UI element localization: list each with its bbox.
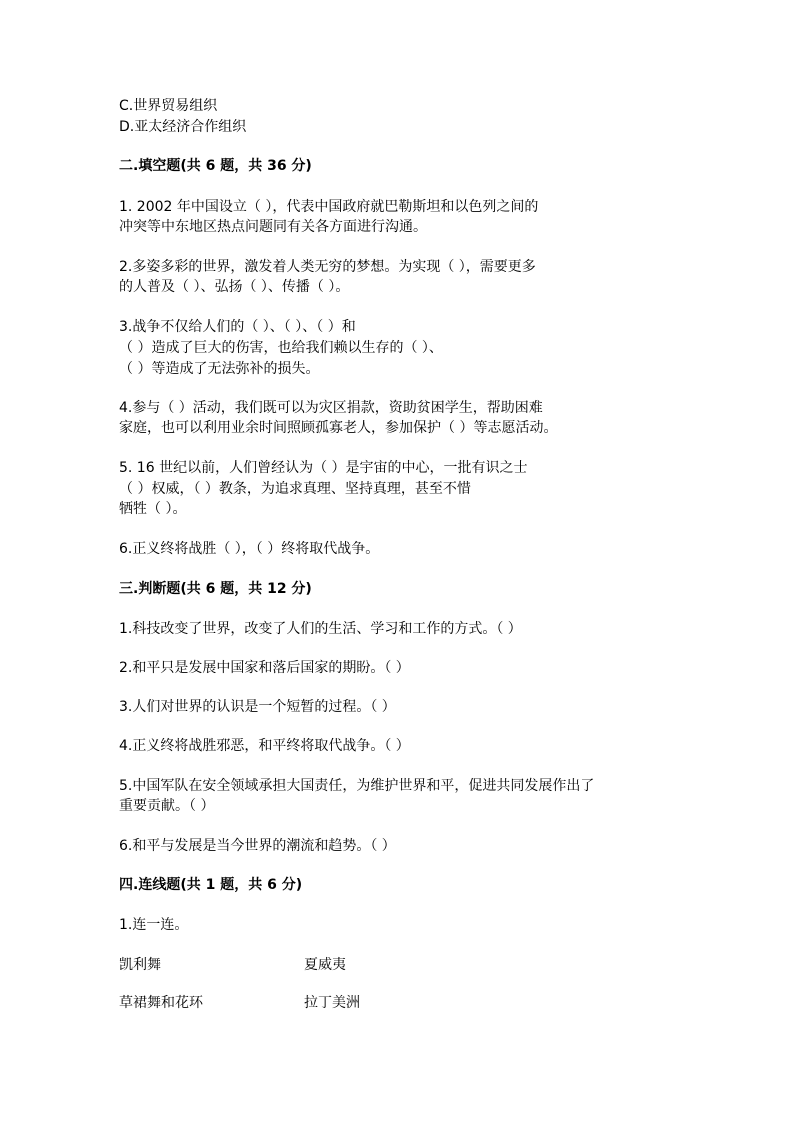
match-q1: 1.连一连。 — [119, 917, 189, 933]
judge-q6: 6.和平与发展是当今世界的潮流和趋势。（ ） — [119, 838, 396, 854]
fill-q3-line1: 3.战争不仅给人们的（ ）、（ ）、（ ）和 — [119, 319, 356, 335]
judge-q3: 3.人们对世界的认识是一个短暂的过程。（ ） — [119, 699, 396, 715]
fill-q3-line3: （ ）等造成了无法弥补的损失。 — [119, 361, 320, 377]
match-right-item: 夏威夷 — [304, 957, 346, 973]
match-right-item: 拉丁美洲 — [304, 995, 360, 1011]
match-section-title: 四.连线题(共 1 题，共 6 分) — [119, 877, 303, 893]
match-left-item: 凯利舞 — [119, 957, 161, 973]
fill-q5-line3: 牺牲（ ）。 — [119, 501, 187, 517]
fill-q5-line2: （ ）权威，（ ）教条，为追求真理、坚持真理，甚至不惜 — [119, 481, 471, 497]
judge-section-title: 三.判断题(共 6 题，共 12 分) — [119, 581, 312, 597]
judge-q5-line1: 5.中国军队在安全领域承担大国责任，为维护世界和平，促进共同发展作出了 — [119, 778, 595, 794]
fill-q4-line1: 4.参与（ ）活动，我们既可以为灾区捐款，资助贫困学生，帮助困难 — [119, 400, 543, 416]
judge-q1: 1.科技改变了世界，改变了人们的生活、学习和工作的方式。（ ） — [119, 621, 522, 637]
fill-q1-line1: 1. 2002 年中国设立（ ），代表中国政府就巴勒斯坦和以色列之间的 — [119, 199, 539, 215]
fill-q1-line2: 冲突等中东地区热点问题同有关各方面进行沟通。 — [119, 219, 427, 235]
fill-q5-line1: 5. 16 世纪以前，人们曾经认为（ ）是宇宙的中心，一批有识之士 — [119, 460, 528, 476]
match-left-item: 草裙舞和花环 — [119, 995, 203, 1011]
fill-q4-line2: 家庭，也可以利用业余时间照顾孤寡老人，参加保护（ ）等志愿活动。 — [119, 420, 558, 436]
option-c: C.世界贸易组织 — [119, 98, 218, 114]
judge-q5-line2: 重要贡献。（ ） — [119, 798, 215, 814]
judge-q4: 4.正义终将战胜邪恶，和平终将取代战争。（ ） — [119, 738, 410, 754]
option-d: D.亚太经济合作组织 — [119, 119, 247, 135]
fill-q3-line2: （ ）造成了巨大的伤害，也给我们赖以生存的（ ）、 — [119, 340, 443, 356]
fill-q6-line1: 6.正义终将战胜（ ），（ ）终将取代战争。 — [119, 541, 380, 557]
fill-q2-line1: 2.多姿多彩的世界，激发着人类无穷的梦想。为实现（ ），需要更多 — [119, 259, 536, 275]
judge-q2: 2.和平只是发展中国家和落后国家的期盼。（ ） — [119, 660, 410, 676]
fill-section-title: 二.填空题(共 6 题，共 36 分) — [119, 158, 312, 174]
fill-q2-line2: 的人普及（ ）、弘扬（ ）、传播（ ）。 — [119, 279, 350, 295]
